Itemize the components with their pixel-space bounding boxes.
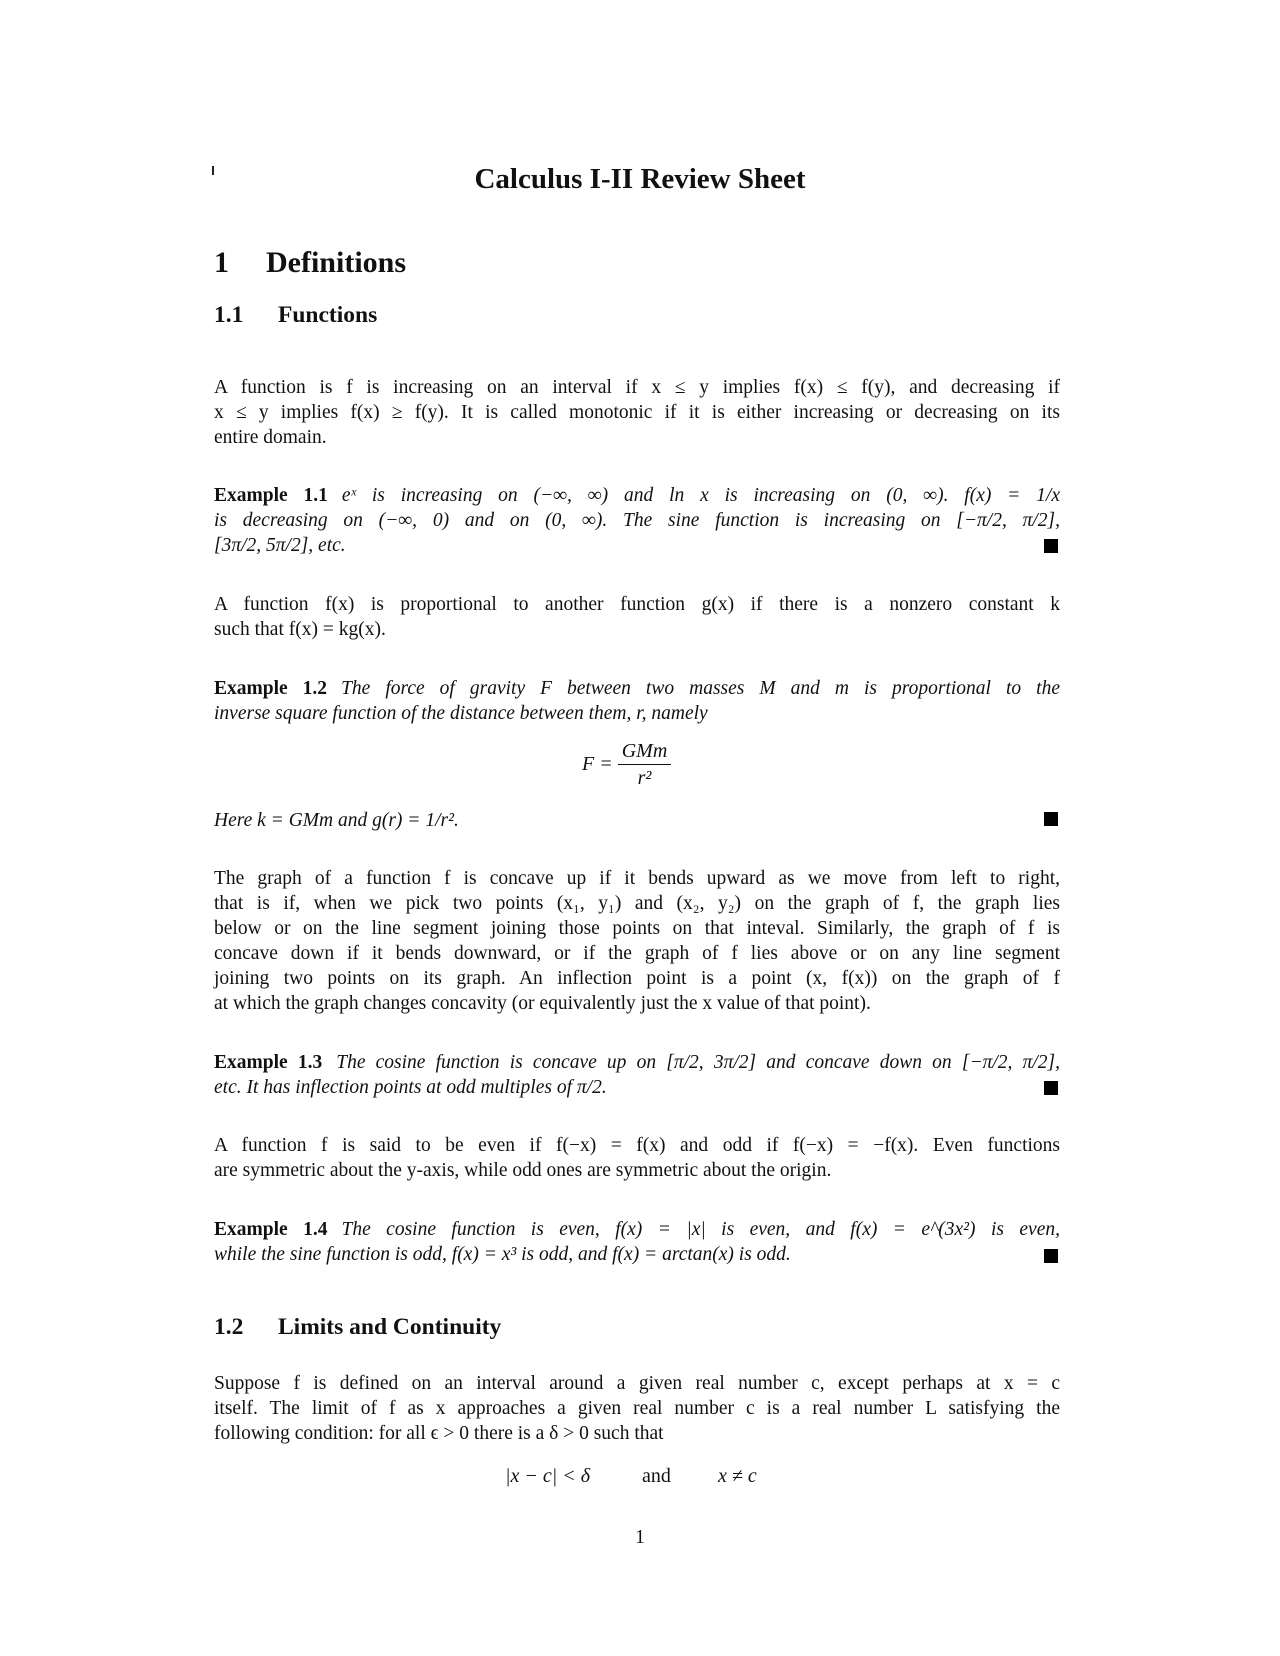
paragraph-concavity [214, 866, 1060, 1016]
equation-fraction [618, 738, 672, 791]
text-line: The cosine function is concave up on [π/2, 3π/2] and concave down on [−π/2, π/2], [336, 1052, 1060, 1073]
equation-lhs: F = [582, 753, 613, 775]
text-line: The force of gravity F between two masses M and m is proportional to the [341, 678, 1060, 699]
section-title: Definitions [266, 246, 407, 279]
subsection-number: 1.2 [214, 1314, 244, 1340]
example-label: Example 1.2 [214, 678, 328, 699]
text-line: joining two points on its graph. An inflection point is a point (x, f(x)) on the graph of f [214, 968, 1060, 989]
fraction-denominator: r² [637, 767, 652, 789]
section-number: 1 [214, 246, 229, 279]
text-line: Suppose f is defined on an interval around a given real number c, except perhaps at x = c [214, 1373, 1060, 1394]
text-line: is decreasing on (−∞, 0) and on (0, ∞). The sine function is increasing on [−π/2, π/2], [214, 510, 1060, 531]
subsection-number: 1.1 [214, 302, 244, 328]
text-line: The graph of a function f is concave up if it bends upward as we move from left to right, [214, 868, 1060, 889]
subsection-heading-functions [214, 302, 377, 329]
example-1-2 [214, 676, 1060, 726]
text-line: itself. The limit of f as x approaches a given real number c is a real number L satisfying the [214, 1398, 1060, 1419]
example-1-1 [214, 483, 1060, 558]
example-1-3 [214, 1050, 1060, 1100]
text-line: The cosine function is even, f(x) = |x| is even, and f(x) = e^(3x²) is even, [341, 1219, 1060, 1240]
example-label: Example 1.1 [214, 485, 328, 506]
subsection-title: Limits and Continuity [278, 1314, 502, 1340]
text-line: [3π/2, 5π/2], etc. [214, 535, 346, 556]
equation-right: x ≠ c [718, 1465, 757, 1487]
text-line: following condition: for all ϵ > 0 there is a δ > 0 such that [214, 1423, 664, 1444]
text-line: such that f(x) = kg(x). [214, 619, 386, 640]
qed-square [1044, 1249, 1058, 1263]
paragraph-limit [214, 1371, 1060, 1446]
text-line: entire domain. [214, 427, 327, 448]
text-line: Here k = GMm and g(r) = 1/r². [214, 810, 459, 831]
qed-square [1044, 1081, 1058, 1095]
text-line: A function f(x) is proportional to another function g(x) if there is a nonzero constant k [214, 594, 1060, 615]
text-line: are symmetric about the y-axis, while odd ones are symmetric about the origin. [214, 1160, 832, 1181]
page-title: Calculus I-II Review Sheet [474, 163, 806, 195]
fraction-numerator: GMm [618, 738, 672, 765]
equation-connector: and [642, 1465, 671, 1487]
subsection-title: Functions [278, 302, 378, 328]
paragraph-proportional [214, 592, 1060, 642]
text-line: concave down if it bends downward, or if the graph of f lies above or on any line segment [214, 943, 1060, 964]
page-number: 1 [635, 1527, 645, 1548]
example-label: Example 1.4 [214, 1219, 328, 1240]
section-heading-definitions [214, 246, 406, 280]
example-label: Example 1.3 [214, 1052, 323, 1073]
text-line: A function f is said to be even if f(−x) = f(x) and odd if f(−x) = −f(x). Even functions [214, 1135, 1060, 1156]
text-line: x ≤ y implies f(x) ≥ f(y). It is called monotonic if it is either increasing or decreasing on its [214, 402, 1060, 423]
text-line: etc. It has inflection points at odd multiples of π/2. [214, 1077, 607, 1098]
qed-square [1044, 812, 1058, 826]
text-line: inverse square function of the distance between them, r, namely [214, 703, 708, 724]
equation-left: |x − c| < δ [505, 1465, 591, 1487]
text-line: below or on the line segment joining those points on that inteval. Similarly, the graph of f is [214, 918, 1060, 939]
subsection-heading-limits [214, 1314, 501, 1341]
text-line: A function is f is increasing on an interval if x ≤ y implies f(x) ≤ f(y), and decreasing if [214, 377, 1060, 398]
text-line: that is if, when we pick two points (x₁, y₁) and (x₂, y₂) on the graph of f, the graph lies [214, 893, 1060, 914]
text-line: eˣ is increasing on (−∞, ∞) and ln x is increasing on (0, ∞). f(x) = 1/x [341, 485, 1060, 506]
paragraph-even-odd [214, 1133, 1060, 1183]
paragraph-monotonic [214, 375, 1060, 450]
gravity-equation [582, 738, 671, 791]
example-1-4 [214, 1217, 1060, 1267]
qed-square [1044, 539, 1058, 553]
example-1-2-conclusion [214, 808, 1060, 833]
text-line: at which the graph changes concavity (or equivalently just the x value of that point). [214, 993, 871, 1014]
text-line: while the sine function is odd, f(x) = x³ is odd, and f(x) = arctan(x) is odd. [214, 1244, 791, 1265]
